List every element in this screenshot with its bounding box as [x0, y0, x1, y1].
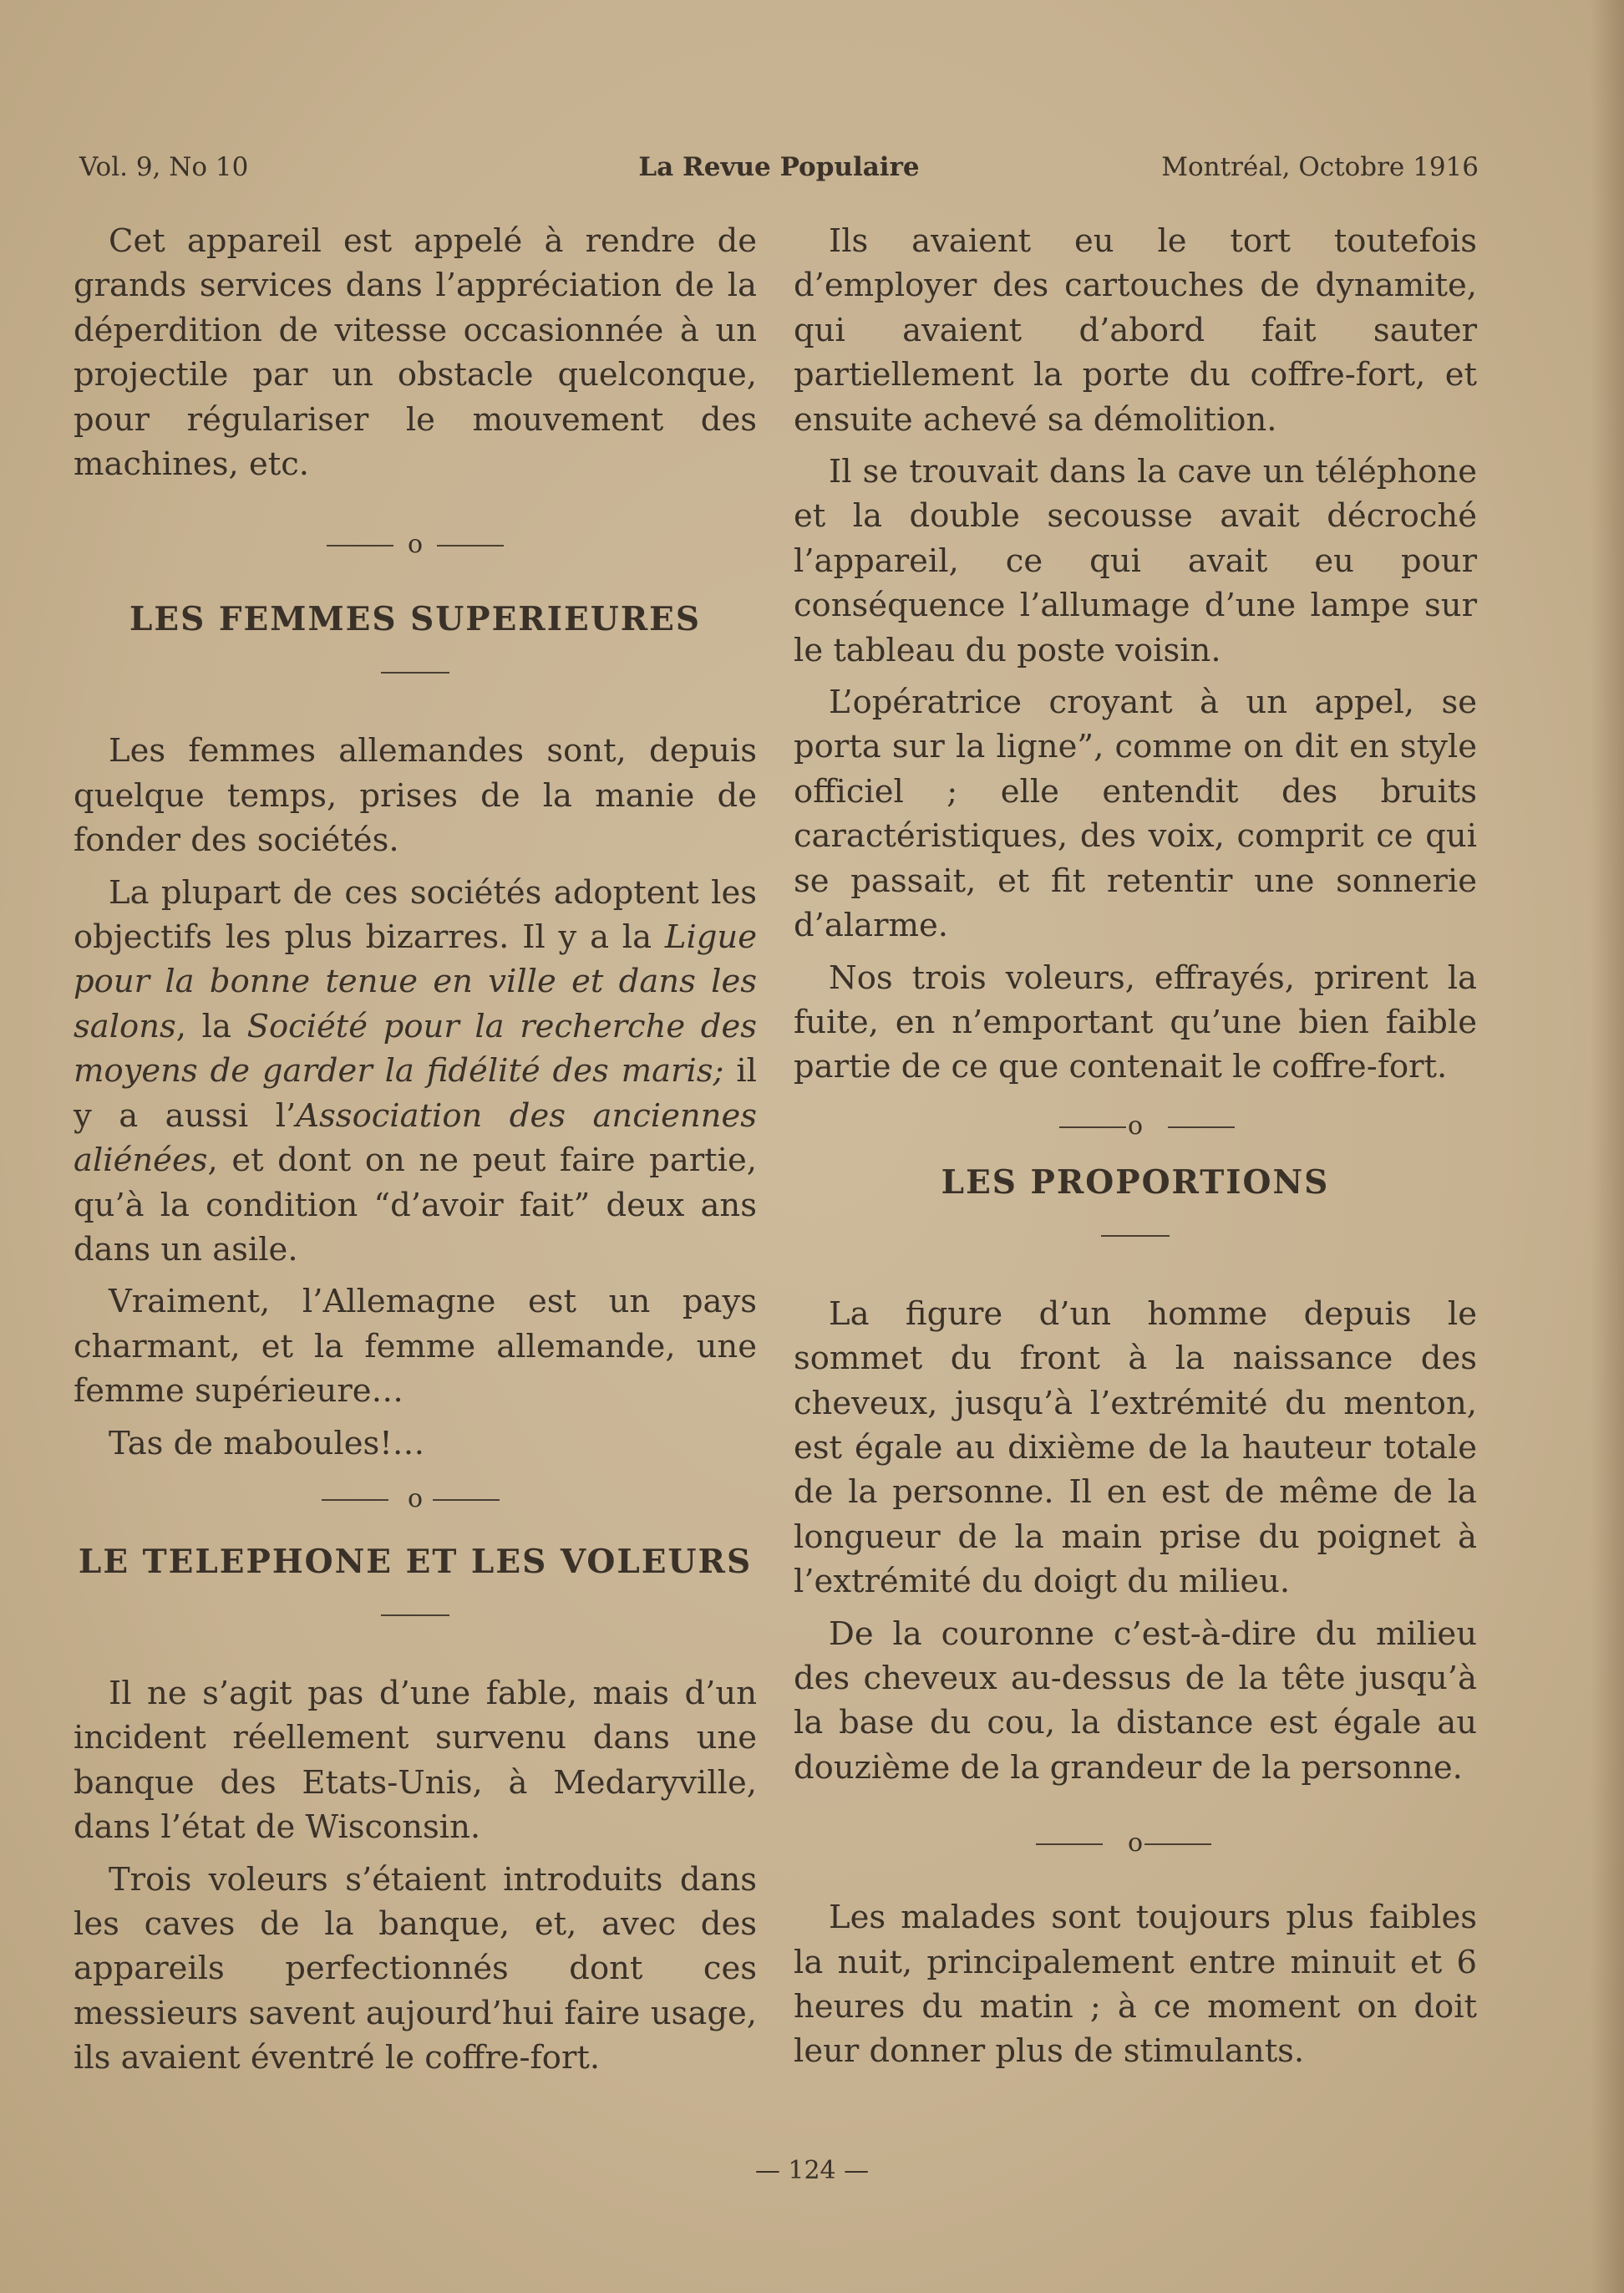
proportions-paragraph-2: De la couronne c’est-à-dire du milieu des cheveux au-dessus de la tête jusqu’à la base du cou, la distance est égale au douzième de la grandeur de la personne.	[794, 1614, 1477, 1787]
right-column	[794, 219, 1477, 2082]
femmes-paragraph-2: La plupart de ces sociétés adoptent les objectifs les plus bizarres. Il y a la Ligue pour la bonne tenue en ville et dans les salons, la Société pour la recherche des moyens de garder la fidélité des maris; il y a aussi l’Association des anciennes aliénées, et dont on ne peut faire partie, qu’à la condition “d’avoir fait” deux ans dans un asile.	[74, 873, 758, 1269]
section-separator: o	[74, 1482, 757, 1516]
title-rule	[381, 672, 449, 674]
title-rule	[1101, 1235, 1170, 1237]
telephone-paragraph-3: Ils avaient eu le tort toutefois d’employer des cartouches de dynamite, qui avaient d’abord fait sauter partiellement la porte du coffre-fort, et ensuite achevé sa démolition.	[794, 222, 1477, 439]
magazine-title: La Revue Populaire	[638, 152, 920, 182]
telephone-paragraph-2: Trois voleurs s’étaient introduits dans les caves de la banque, et, avec des appareils perfectionnés dont ces messieurs savent aujourd’hui faire usage, ils avaient éventré le coffre-fort.	[74, 1860, 757, 2077]
section-separator: o	[74, 528, 757, 562]
section-title-femmes: LES FEMMES SUPERIEURES	[129, 600, 702, 639]
issue-date: Montréal, Octobre 1916	[1161, 152, 1479, 182]
section-title-proportions: LES PROPORTIONS	[941, 1162, 1330, 1202]
telephone-paragraph-5: L’opératrice croyant à un appel, se porta sur la ligne”, comme on dit en style officiel ; elle entendit des bruits caractéristiques, des voix, comprit ce qui se passait, et fit retentir une sonnerie d’alarme.	[794, 684, 1477, 945]
section-separator: o	[794, 1827, 1477, 1860]
femmes-paragraph-3: Vraiment, l’Allemagne est un pays charmant, et la femme allemande, une femme supérieure…	[74, 1283, 757, 1411]
running-header	[79, 152, 1479, 189]
proportions-paragraph-1: La figure d’un homme depuis le sommet du front à la naissance des cheveux, jusqu’à l’extrémité du menton, est égale au dixième de la hauteur totale de la personne. Il en est de même de la longueur de la main prise du poignet à l’extrémité du doigt du milieu.	[794, 1294, 1477, 1601]
intro-paragraph: Cet appareil est appelé à rendre de grands services dans l’appréciation de la déperdition de vitesse occasionnée à un projectile par un obstacle quelconque, pour régulariser le mouvement des machines, etc.	[74, 222, 757, 484]
left-column	[74, 219, 757, 2088]
title-rule	[381, 1614, 449, 1616]
section-separator: o	[794, 1110, 1477, 1143]
femmes-paragraph-1: Les femmes allemandes sont, depuis quelque temps, prises de la manie de fonder des sociétés.	[74, 732, 757, 860]
malades-paragraph: Les malades sont toujours plus faibles la nuit, principalement entre minuit et 6 heures du matin ; à ce moment on doit leur donner plus de stimulants.	[794, 1899, 1477, 2071]
telephone-paragraph-1: Il ne s’agit pas d’une fable, mais d’un incident réellement survenu dans une banque des Etats-Unis, à Medaryville, dans l’état de Wisconsin.	[74, 1674, 757, 1847]
telephone-paragraph-6: Nos trois voleurs, effrayés, prirent la fuite, en n’emportant qu’une bien faible partie de ce que contenait le coffre-fort.	[794, 958, 1477, 1086]
section-title-telephone: LE TELEPHONE ET LES VOLEURS	[78, 1542, 753, 1581]
volume-number: Vol. 9, No 10	[79, 152, 249, 182]
page-number: — 124 —	[754, 2156, 870, 2185]
telephone-paragraph-4: Il se trouvait dans la cave un téléphone et la double secousse avait décroché l’appareil, ce qui avait eu pour conséquence l’allumage d’une lampe sur le tableau du poste voisin.	[794, 453, 1477, 669]
femmes-paragraph-4: Tas de maboules!…	[109, 1424, 425, 1462]
